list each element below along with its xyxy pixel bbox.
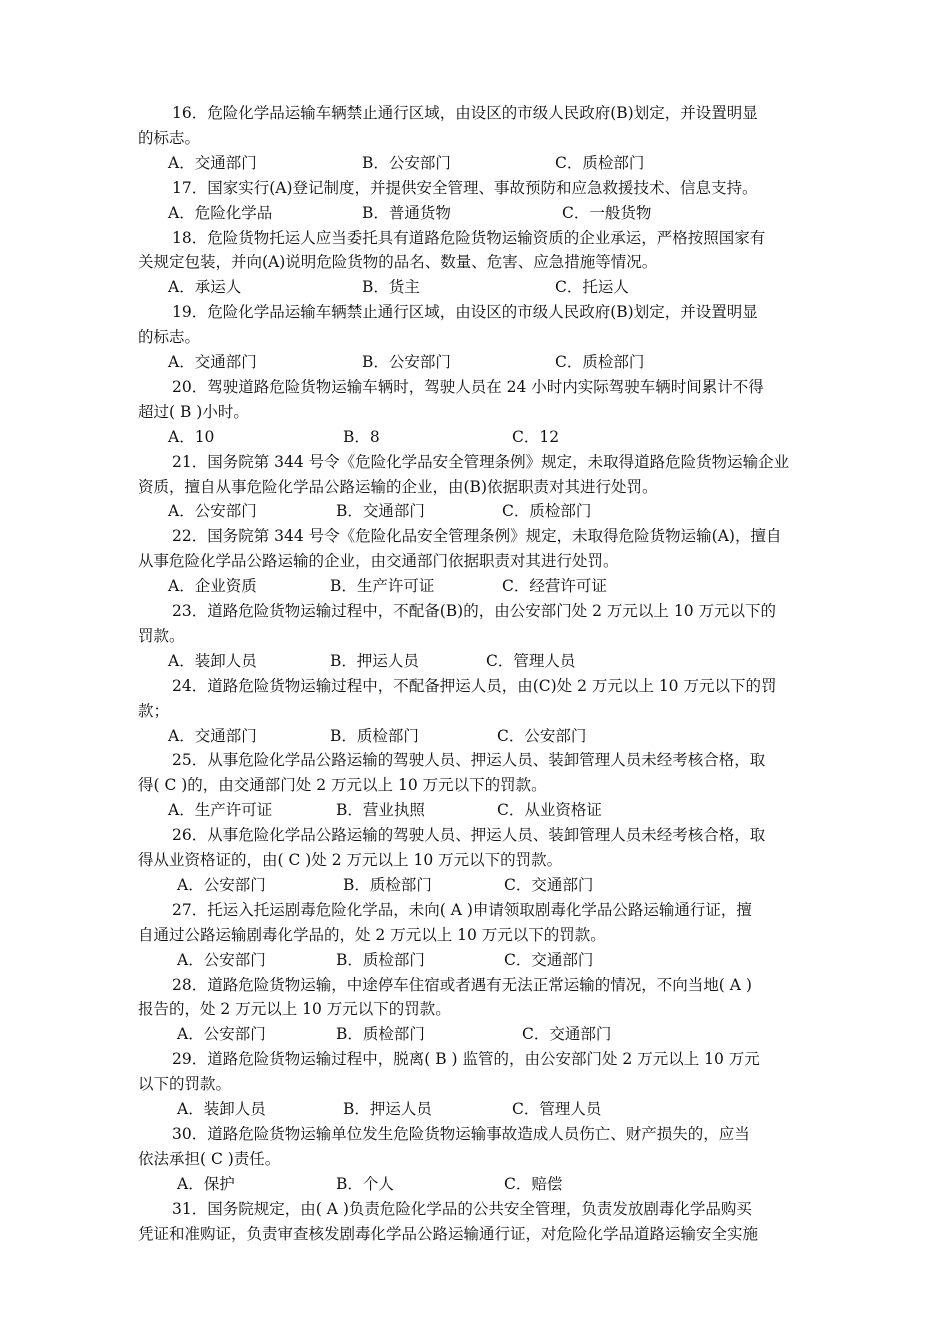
question-text-continued: 关规定包装，并向(A)说明危险货物的品名、数量、危害、应急措施等情况。 (138, 253, 658, 272)
question-text-continued: 自通过公路运输剧毒化学品的，处 2 万元以上 10 万元以下的罚款。 (138, 925, 606, 944)
question-text-continued: 从事危险化学品公路运输的企业，由交通部门依据职责对其进行处罚。 (138, 552, 619, 571)
question-text: 27．托运入托运剧毒危险化学品，未向( A )申请领取剧毒化学品公路运输通行证，擅 (172, 900, 752, 919)
answer-option: B．个人 (336, 1174, 394, 1193)
question-text-continued: 依法承担( C )责任。 (138, 1149, 281, 1168)
question-text: 23．道路危险货物运输过程中，不配备(B)的，由公安部门处 2 万元以上 10 万元以下的 (172, 602, 777, 620)
answer-option: C．质检部门 (502, 502, 592, 521)
answer-option: C．经营许可证 (502, 577, 607, 596)
answer-option: C．交通部门 (504, 950, 594, 969)
answer-option: B．公安部门 (362, 153, 451, 172)
answer-option: C．交通部门 (504, 875, 594, 894)
question-text-continued: 的标志。 (138, 328, 201, 347)
answer-option: A．公安部门 (177, 950, 266, 969)
answer-option: B．公安部门 (362, 353, 451, 371)
answer-option: B．押运人员 (330, 651, 419, 670)
question-text-continued: 报告的，处 2 万元以上 10 万元以下的罚款。 (138, 1000, 451, 1019)
question-text-continued: 罚款。 (138, 626, 185, 645)
answer-option: A．公安部门 (168, 502, 257, 521)
answer-option: C．管理人员 (512, 1100, 602, 1118)
question-text: 16．危险化学品运输车辆禁止通行区域，由设区的市级人民政府(B)划定，并设置明显 (172, 104, 758, 122)
answer-option: C．从业资格证 (497, 801, 602, 820)
answer-option: B．质检部门 (336, 950, 425, 969)
question-text-continued: 得( C )的，由交通部门处 2 万元以上 10 万元以下的罚款。 (138, 776, 547, 795)
question-text: 18．危险货物托运人应当委托具有道路危险货物运输资质的企业承运，严格按照国家有 (172, 228, 766, 247)
answer-option: B．质检部门 (330, 726, 419, 745)
question-text-continued: 款； (138, 701, 170, 720)
question-text-continued: 超过( B )小时。 (138, 402, 249, 421)
answer-option: A．公安部门 (177, 875, 266, 894)
answer-option: B．质检部门 (343, 875, 432, 894)
answer-option: A．装卸人员 (168, 651, 257, 670)
question-text-continued: 的标志。 (138, 128, 201, 147)
question-text: 25．从事危险化学品公路运输的驾驶人员、押运人员、装卸管理人员未经考核合格，取 (172, 751, 766, 770)
answer-option: A．危险化学品 (168, 203, 273, 222)
answer-option: C．质检部门 (555, 153, 645, 172)
question-text: 26．从事危险化学品公路运输的驾驶人员、押运人员、装卸管理人员未经考核合格，取 (172, 826, 766, 845)
answer-option: B．普通货物 (362, 203, 451, 222)
answer-option: A．企业资质 (168, 577, 257, 596)
answer-option: C．管理人员 (486, 651, 576, 670)
answer-option: B．质检部门 (336, 1025, 425, 1044)
question-text: 19．危险化学品运输车辆禁止通行区域，由设区的市级人民政府(B)划定，并设置明显 (172, 303, 758, 322)
question-text: 24．道路危险货物运输过程中，不配备押运人员，由(C)处 2 万元以上 10 万元以下的罚 (172, 676, 777, 695)
answer-option: C．赔偿 (504, 1174, 563, 1193)
answer-option: B．押运人员 (343, 1100, 432, 1118)
answer-option: A．交通部门 (168, 353, 257, 371)
question-text: 28．道路危险货物运输，中途停车住宿或者遇有无法正常运输的情况，不向当地( A ) (172, 975, 752, 994)
answer-option: C．公安部门 (497, 726, 587, 745)
answer-option: A．生产许可证 (168, 801, 273, 820)
answer-option: B．营业执照 (336, 801, 425, 820)
question-text: 20．驾驶道路危险货物运输车辆时，驾驶人员在 24 小时内实际驾驶车辆时间累计不得 (172, 377, 764, 396)
answer-option: C．一般货物 (562, 203, 652, 222)
answer-option: A．交通部门 (168, 726, 257, 745)
question-text: 31．国务院规定，由( A )负责危险化学品的公共安全管理，负责发放剧毒化学品购买 (172, 1199, 752, 1218)
answer-option: B．生产许可证 (330, 577, 435, 596)
question-text: 30．道路危险货物运输单位发生危险货物运输事故造成人员伤亡、财产损失的，应当 (172, 1124, 750, 1143)
answer-option: B．交通部门 (336, 502, 425, 521)
answer-option: C．质检部门 (555, 353, 645, 371)
question-text: 29．道路危险货物运输过程中，脱离( B ) 监管的，由公安部门处 2 万元以上 10 万元 (172, 1050, 760, 1069)
answer-option: B．货主 (362, 278, 420, 297)
question-text-continued: 以下的罚款。 (138, 1075, 232, 1094)
answer-option: A．装卸人员 (177, 1100, 266, 1118)
question-text-continued: 资质，擅自从事危险化学品公路运输的企业，由(B)依据职责对其进行处罚。 (138, 477, 658, 496)
question-text: 17．国家实行(A)登记制度，并提供安全管理、事故预防和应急救援技术、信息支持。 (172, 178, 758, 197)
answer-option: C．12 (512, 427, 560, 446)
answer-option: A．公安部门 (177, 1025, 266, 1044)
answer-option: C．交通部门 (522, 1025, 612, 1044)
answer-option: A．承运人 (168, 278, 242, 297)
answer-option: A．交通部门 (168, 153, 257, 172)
question-text: 21．国务院第 344 号令《危险化学品安全管理条例》规定，未取得道路危险货物运输企业 (172, 452, 790, 471)
question-text-continued: 凭证和准购证，负责审查核发剧毒化学品公路运输通行证，对危险化学品道路运输安全实施 (138, 1224, 759, 1243)
answer-option: A．保护 (177, 1174, 235, 1193)
question-text-continued: 得从业资格证的，由( C )处 2 万元以上 10 万元以下的罚款。 (138, 851, 563, 869)
answer-option: C．托运人 (555, 278, 629, 297)
answer-option: A．10 (168, 427, 215, 446)
answer-option: B．8 (343, 427, 380, 446)
question-text: 22．国务院第 344 号令《危险化品安全管理条例》规定，未取得危险货物运输(A)，擅自 (172, 527, 782, 546)
